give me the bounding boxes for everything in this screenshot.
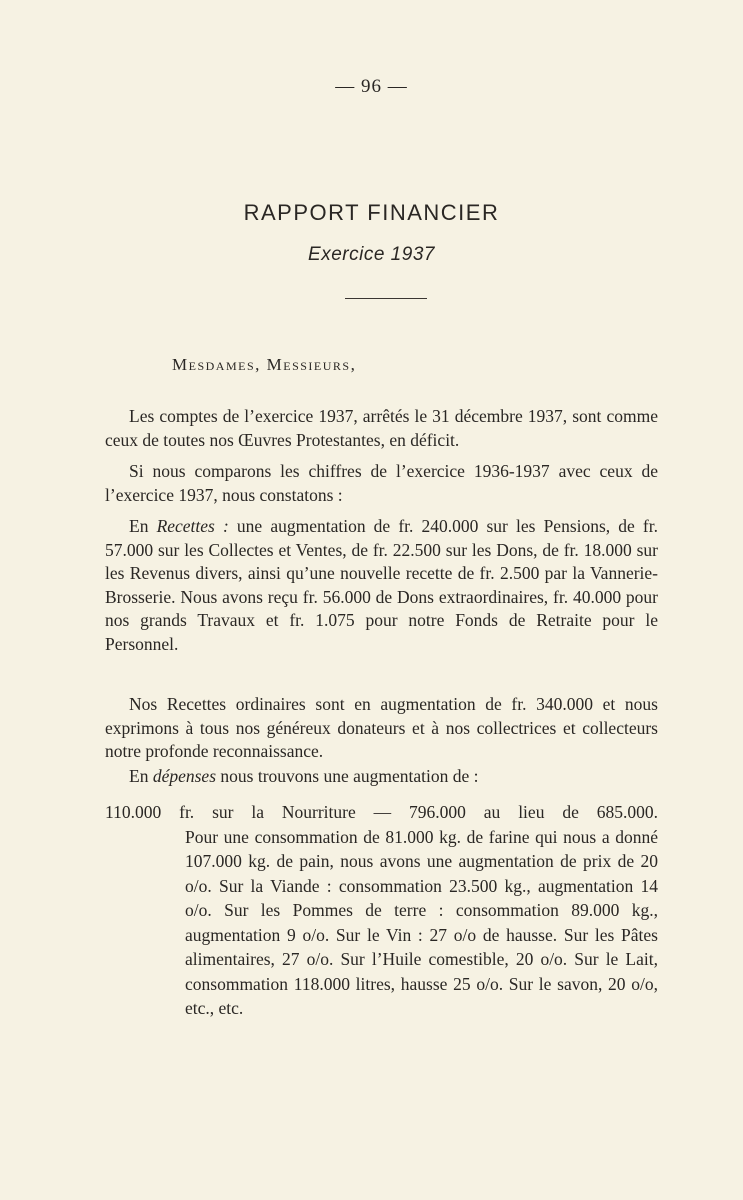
paragraph-depenses-text: [105, 765, 658, 789]
recettes-body: une augmentation de fr. 240.000 sur les Pensions, de fr. 57.000 sur les Collectes et Ventes, de fr. 22.500 sur les Dons, de fr. 18.000 sur les Revenus divers, ainsi qu’une nouvelle recette de fr. 2.500 par la Vannerie-Brosserie. Nous avons reçu fr. 56.000 de Dons extraordinaires, fr. 40.000 pour nos grands Travaux et fr. 1.075 pour notre Fonds de Retraite pour le Personnel.: [105, 516, 658, 654]
paragraph-comptes-text: Les comptes de l’exercice 1937, arrêtés le 31 décembre 1937, sont comme ceux de toutes nos Œuvres Protestantes, en déficit.: [105, 406, 658, 450]
paragraph-recettes-ordinaires-text: Nos Recettes ordinaires sont en augmentation de fr. 340.000 et nous exprimons à tous nos généreux donateurs et à nos collectrices et collecteurs notre profonde reconnaissance.: [105, 694, 658, 761]
depenses-label: dépenses: [152, 766, 217, 786]
paragraph-recettes-text: [105, 515, 658, 656]
salutation: Mesdames, Messieurs,: [172, 355, 357, 374]
paragraph-recettes-ordinaires: [105, 693, 658, 764]
depenses-prefix: En: [129, 766, 153, 786]
expense-item-nourriture: [105, 800, 658, 1021]
expense-item-lead: 110.000 fr. sur la Nourriture — 796.000 au lieu de 685.000.: [105, 802, 658, 822]
report-subtitle: Exercice 1937: [308, 244, 435, 265]
paragraph-comparaison: [105, 460, 658, 507]
report-title: RAPPORT FINANCIER: [243, 200, 500, 225]
paragraph-comptes: [105, 405, 658, 452]
page-number: — 96 —: [335, 76, 408, 97]
title-divider: [345, 298, 427, 299]
paragraph-recettes: [105, 515, 658, 656]
recettes-label: Recettes :: [156, 516, 229, 536]
depenses-body: nous trouvons une augmentation de :: [216, 766, 479, 786]
recettes-prefix: En: [129, 516, 157, 536]
paragraph-depenses: [105, 765, 658, 789]
paragraph-comparaison-text: Si nous comparons les chiffres de l’exercice 1936-1937 avec ceux de l’exercice 1937, nous constatons :: [105, 461, 658, 505]
expense-item-detail: Pour une consommation de 81.000 kg. de farine qui nous a donné 107.000 kg. de pain, nous avons une augmentation de prix de 20 o/o. Sur la Viande : consommation 23.500 kg., augmentation 14 o/o. Sur les Pommes de terre : consommation 89.000 kg., augmentation 9 o/o. Sur le Vin : 27 o/o de hausse. Sur les Pâtes alimentaires, 27 o/o. Sur l’Huile comestible, 20 o/o. Sur le Lait, consommation 118.000 litres, hausse 25 o/o. Sur le savon, 20 o/o, etc., etc.: [185, 826, 658, 1018]
